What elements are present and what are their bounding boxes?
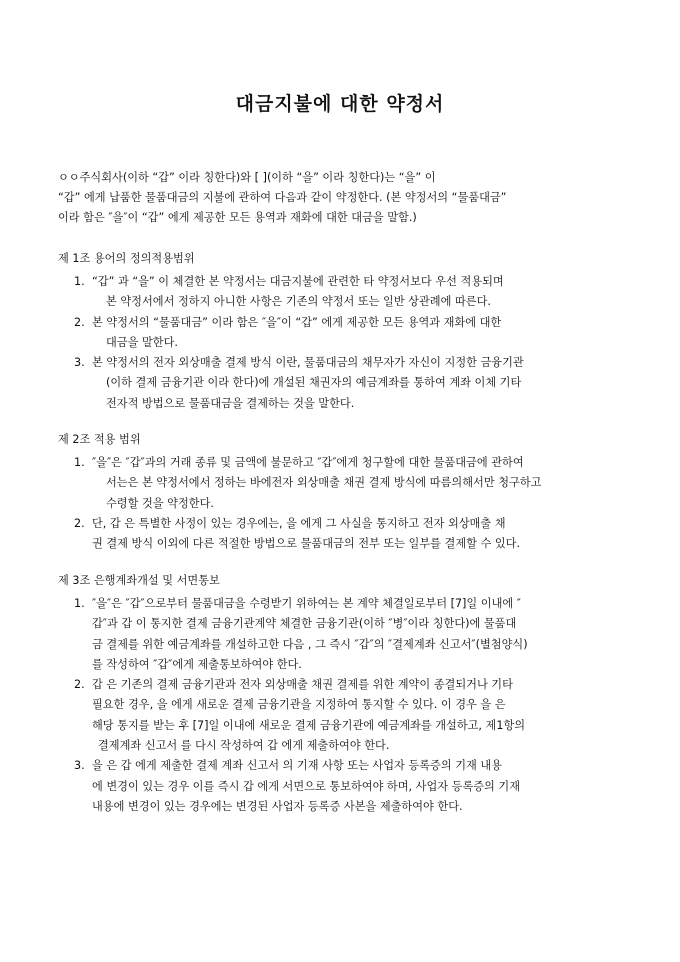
- list-item: [58, 313, 628, 354]
- item-line: 대금을 말한다.: [106, 335, 178, 349]
- list-item: [58, 514, 628, 555]
- article-1: [58, 250, 628, 414]
- list-item: [58, 675, 628, 756]
- item-line: (이하 결제 금융기관 이라 한다)에 개설된 채권자의 예금계좌를 통하여 계좌 이체 기타: [106, 376, 522, 390]
- article-heading: 제 3조 은행계좌개설 및 서면통보: [58, 574, 220, 587]
- list-item: [58, 756, 628, 817]
- item-text: [92, 514, 628, 555]
- document-title: 대금지불에 대한 약정서: [235, 93, 445, 115]
- item-line: 갑 은 기존의 결제 금융기관과 전자 외상매출 채권 결제를 위한 계약이 종결되거나 기타: [92, 678, 513, 692]
- item-line: ″을″은 ″갑″과의 거래 종류 및 금액에 불문하고 ″갑″에게 청구할에 대한 물품대금에 관하여: [92, 456, 524, 469]
- intro-line: “갑” 에게 납품한 물품대금의 지불에 관하여 다음과 같이 약정한다. (본 약정서의 “물품대금”: [58, 190, 507, 204]
- item-line: 해당 통지를 받는 후 [7]일 이내에 새로운 결제 금융기관에 예금계좌를 개설하고, 제1항의: [92, 718, 526, 732]
- article-3: [58, 572, 628, 817]
- intro-line: ㅇㅇ주식회사(이하 “갑” 이라 칭한다)와 [ ](이하 “을” 이라 칭한다)는 “을” 이: [58, 171, 436, 184]
- item-number: 1.: [74, 597, 85, 610]
- item-number: 1.: [74, 275, 85, 288]
- item-line: 금 결제를 위한 예금계좌를 개설하고한 다음 , 그 즉시 ″갑″의 ″결제계좌 신고서″(별첨양식): [92, 637, 528, 651]
- item-line: 권 결제 방식 이외에 다른 적절한 방법으로 물품대금의 전부 또는 일부를 결제할 수 있다.: [92, 537, 521, 551]
- item-text: [92, 756, 628, 817]
- item-text: [92, 453, 628, 514]
- item-number: 2.: [74, 315, 85, 329]
- item-number: 1.: [74, 456, 85, 469]
- item-line: “갑” 과 “을” 이 체결한 본 약정서는 대금지불에 관련한 타 약정서보다 우선 적용되며: [92, 275, 504, 288]
- item-line: 서는은 본 약정서에서 정하는 바에전자 외상매출 채권 결제 방식에 따름의해서만 청구하고: [106, 476, 542, 490]
- list-item: [58, 453, 628, 514]
- item-text: [92, 675, 628, 756]
- article-2: [58, 431, 628, 554]
- article-items: [58, 453, 628, 554]
- article-heading: 제 1조 용어의 정의적용범위: [58, 252, 195, 265]
- item-line: 수령할 것을 약정한다.: [106, 496, 214, 510]
- list-item: [58, 272, 628, 313]
- item-line: 본 약정서에서 정하지 아니한 사항은 기존의 약정서 또는 일반 상관례에 따른다.: [106, 295, 491, 309]
- article-heading: 제 2조 적용 범위: [58, 433, 141, 446]
- item-text: [92, 313, 628, 354]
- item-text: [92, 272, 628, 313]
- item-line: ″을″은 ″갑″으로부터 물품대금을 수령받기 위하여는 본 계약 체결일로부터 [7]일 이내에 ″: [92, 597, 521, 610]
- item-line: 을 은 갑 에게 제출한 결제 계좌 신고서 의 기재 사항 또는 사업자 등록증의 기재 내용: [92, 759, 502, 773]
- item-number: 2.: [74, 516, 85, 530]
- item-text: [92, 353, 628, 414]
- item-line: 를 작성하여 ″갑″에게 제출통보하여야 한다.: [92, 657, 302, 671]
- item-number: 3.: [74, 759, 85, 773]
- article-items: [58, 272, 628, 414]
- article-items: [58, 594, 628, 817]
- list-item: [58, 594, 628, 675]
- intro-line: 이라 함은 ″을″이 “갑” 에게 제공한 모든 용역과 재화에 대한 대금을 말함.): [58, 210, 417, 224]
- item-line: 내용에 변경이 있는 경우에는 변경된 사업자 등록증 사본을 제출하여야 한다.: [92, 799, 463, 813]
- item-line: 필요한 경우, 을 에게 새로운 결제 금융기관을 지정하여 통지할 수 있다. 이 경우 을 은: [92, 698, 506, 712]
- item-line: 에 변경이 있는 경우 이를 즉시 갑 에게 서면으로 통보하여야 하며, 사업자 등록증의 기재: [92, 779, 521, 793]
- intro-paragraph: [58, 168, 624, 227]
- item-line: 단, 갑 은 특별한 사정이 있는 경우에는, 을 에게 그 사실을 통지하고 전자 외상매출 채: [92, 516, 506, 530]
- item-line: 갑″과 갑 이 통지한 결제 금융기관계약 체결한 금융기관(이하 ″병″이라 칭한다)에 물품대: [92, 617, 517, 631]
- item-line: 전자적 방법으로 물품대금을 결제하는 것을 말한다.: [106, 396, 355, 410]
- item-number: 2.: [74, 678, 85, 692]
- item-line: 결제계좌 신고서 를 다시 작성하여 갑 에게 제출하여야 한다.: [98, 739, 390, 753]
- list-item: [58, 353, 628, 414]
- item-number: 3.: [74, 356, 85, 370]
- item-text: [92, 594, 628, 675]
- item-line: 본 약정서의 “물품대금” 이라 함은 ″을″이 “갑” 에게 제공한 모든 용역과 재화에 대한: [92, 315, 502, 329]
- item-line: 본 약정서의 전자 외상매출 결제 방식 이란, 물품대금의 채무자가 자신이 지정한 금융기관: [92, 356, 524, 370]
